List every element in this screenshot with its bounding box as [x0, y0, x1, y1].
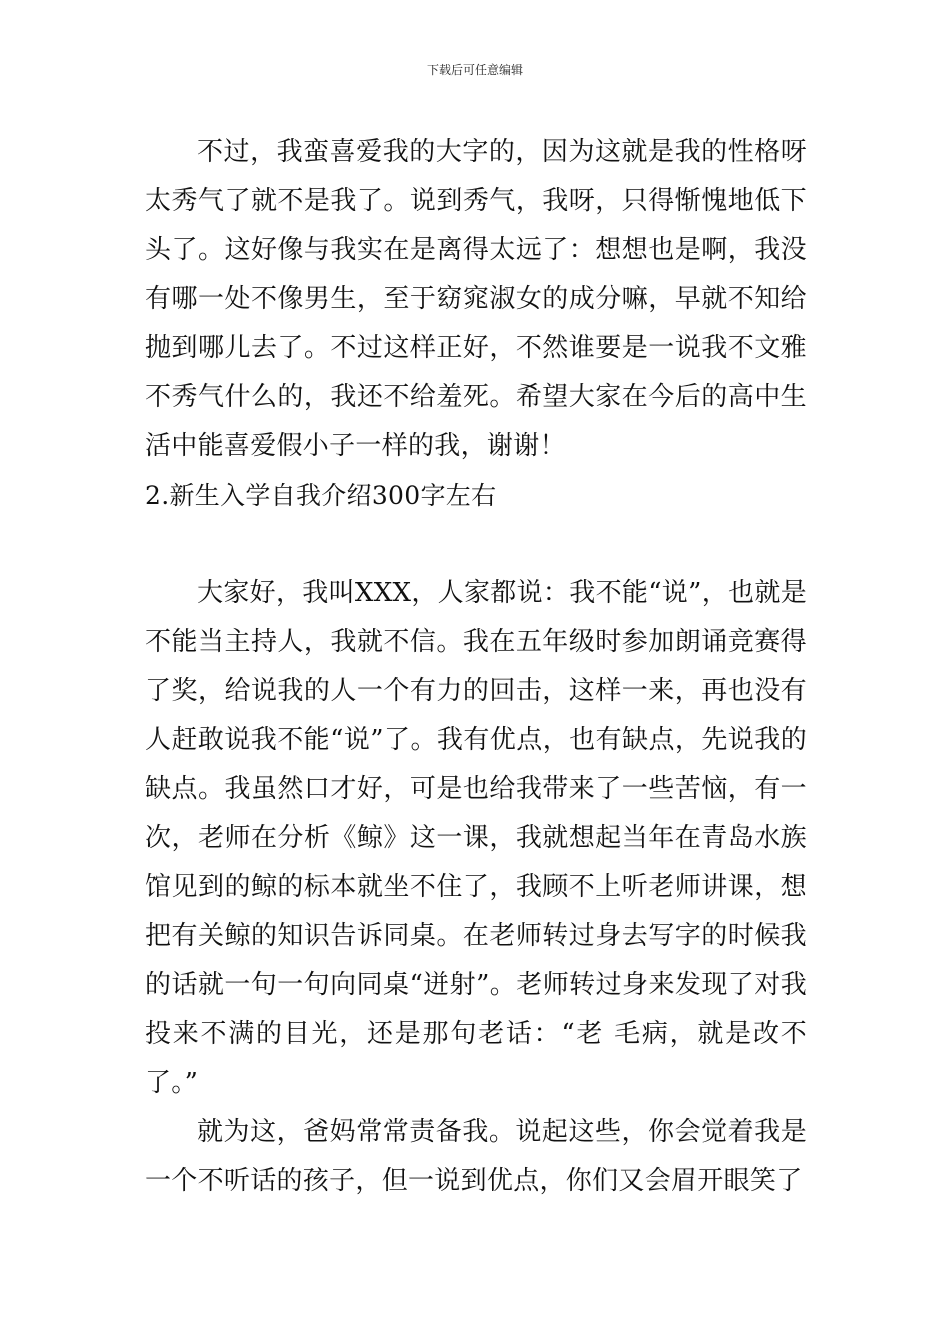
paragraph-3: 就为这，爸妈常常责备我。说起这些，你会觉着我是一个不听话的孩子，但一说到优点，你们又会眉开眼笑了: [145, 1117, 807, 1196]
document-body: [145, 128, 807, 1206]
paragraph-2: 大家好，我叫XXX，人家都说：我不能“说”，也就是不能当主持人，我就不信。我在五年级时参加朗诵竞赛得了奖，给说我的人一个有力的回击，这样一来，再也没有人赶敢说我不能“说”了。我有优点，也有缺点，先说我的缺点。我虽然口才好，可是也给我带来了一些苦恼，有一次，老师在分析《鲸》这一课，我就想起当年在青岛水族馆见到的鲸的标本就坐不住了，我顾不上听老师讲课，想把有关鲸的知识告诉同桌。在老师转过身去写字的时候我的话就一句一句向同桌“迸射”。老师转过身来发现了对我投来不满的目光，还是那句老话：“老 毛病，就是改不了。”: [145, 578, 807, 1098]
page-header: 下载后可任意编辑: [426, 63, 523, 77]
paragraph-1: 不过，我蛮喜爱我的大字的，因为这就是我的性格呀太秀气了就不是我了。说到秀气，我呀，只得惭愧地低下头了。这好像与我实在是离得太远了：想想也是啊，我没有哪一处不像男生，至于窈窕淑女的成分嘛，早就不知给抛到哪儿去了。不过这样正好，不然谁要是一说我不文雅不秀气什么的，我还不给羞死。希望大家在今后的高中生活中能喜爱假小子一样的我，谢谢！: [145, 137, 807, 461]
blank-line: [145, 520, 807, 569]
section-heading: 2.新生入学自我介绍300字左右: [145, 481, 497, 510]
